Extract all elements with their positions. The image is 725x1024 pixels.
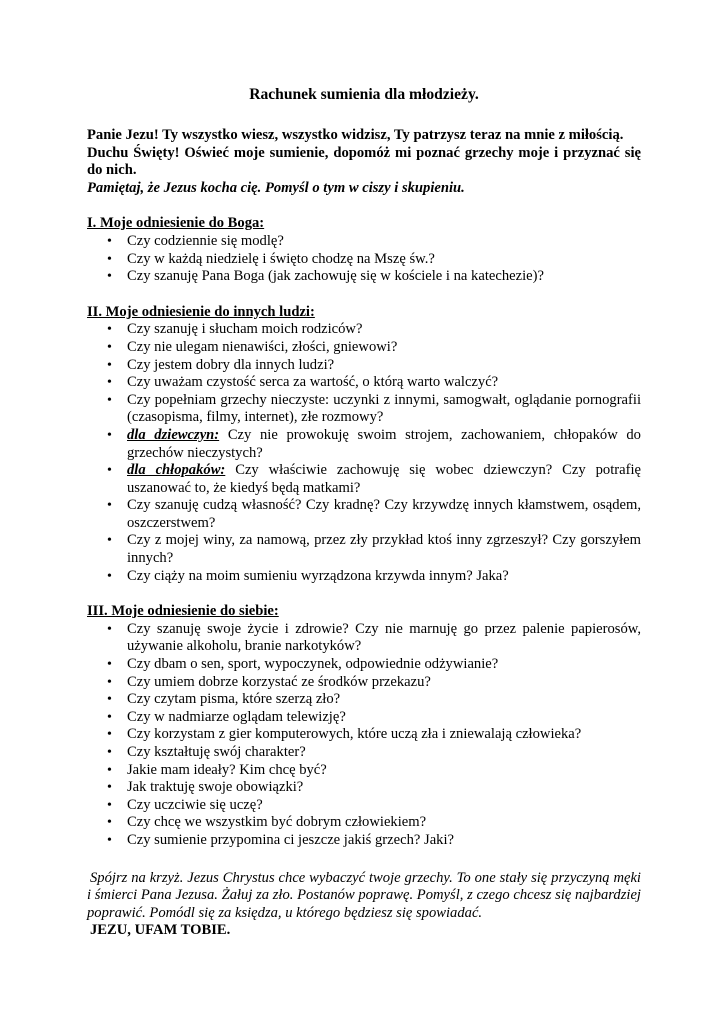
section-heading: I. Moje odniesienie do Boga: (87, 215, 265, 232)
list-item-text: Czy codziennie się modlę? (127, 232, 284, 249)
list-item (107, 831, 641, 850)
bullet-icon: • (107, 322, 112, 338)
list-item-text: Czy uczciwie się uczę? (127, 796, 263, 813)
list-item (107, 532, 641, 567)
list-item-text: Czy w każdą niedzielę i święto chodzę na Mszę św.? (127, 250, 435, 267)
list-item-text: Czy w nadmiarze oglądam telewizję? (127, 708, 346, 725)
list-item (107, 796, 641, 815)
list-item (107, 567, 641, 586)
list-item-text: Czy szanuję Pana Boga (jak zachowuję się w kościele i na katechezie)? (127, 268, 544, 285)
bullet-icon: • (107, 797, 112, 813)
list-item (107, 497, 641, 532)
list-item-text: Czy z mojej winy, za namową, przez zły przykład ktoś inny zgrzeszył? Czy gorszyłem innych? (127, 532, 641, 567)
bullet-icon: • (107, 745, 112, 760)
boys-label: dla chłopaków: (127, 462, 226, 479)
list-item (107, 250, 641, 269)
list-item-text: Czy nie ulegam nienawiści, złości, gniewowi? (127, 338, 398, 355)
list-item-text: Czy sumienie przypomina ci jeszcze jakiś grzech? Jaki? (127, 831, 455, 848)
section-others (87, 304, 641, 586)
list-item (107, 708, 641, 727)
list-item-text: Czy korzystam z gier komputerowych, które uczą zła i zniewalają człowieka? (127, 726, 582, 743)
list-item (107, 268, 641, 286)
list-item-text: Czy czytam pisma, które szerzą zło? (127, 691, 341, 708)
list-item (107, 374, 641, 392)
list-item-text: Czy szanuję cudzą własność? Czy kradnę? Czy krzywdzę innych kłamstwem, osądem, oszczerstwem? (127, 497, 641, 531)
bullet-icon: • (107, 233, 112, 249)
list-item-text: Czy popełniam grzechy nieczyste: uczynki z innymi, samogwałt, oglądanie pornografii (czasopisma, filmy, internet), złe rozmowy? (127, 391, 641, 426)
intro-line-2: Duchu Święty! Oświeć moje sumienie, dopomóż mi poznać grzechy moje i przyznać się do nich. (87, 144, 641, 179)
bullet-icon: • (107, 533, 112, 549)
bullet-icon: • (107, 709, 112, 725)
bullet-icon: • (107, 463, 112, 479)
list-item-text: Czy szanuję i słucham moich rodziców? (127, 321, 363, 338)
question-list (87, 321, 641, 585)
list-item-text: Jakie mam ideały? Kim chcę być? (127, 761, 327, 778)
intro-italic: Pamiętaj, że Jezus kocha cię. Pomyśl o tym w ciszy i skupieniu. (87, 179, 465, 196)
bullet-icon: • (107, 251, 112, 267)
list-item (107, 356, 641, 375)
list-item (107, 744, 641, 762)
bullet-icon: • (107, 692, 112, 708)
list-item-text: Czy szanuję swoje życie i zdrowie? Czy nie marnuję go przez palenie papierosów, używanie alkoholu, branie narkotyków? (127, 620, 641, 655)
list-item (107, 726, 641, 744)
question-list (87, 233, 641, 286)
bullet-icon: • (107, 375, 112, 391)
bullet-icon: • (107, 762, 112, 778)
list-item (107, 673, 641, 692)
bullet-icon: • (107, 427, 112, 443)
girls-label: dla dziewczyn: (127, 426, 220, 443)
bullet-icon: • (107, 392, 112, 408)
section-self (87, 603, 641, 849)
list-item (107, 620, 641, 656)
bullet-icon: • (107, 657, 112, 673)
closing-block (87, 870, 641, 940)
list-item (107, 656, 641, 674)
document-title: Rachunek sumienia dla młodzieży. (249, 86, 479, 103)
bullet-icon: • (107, 674, 112, 690)
question-list (87, 621, 641, 850)
bullet-icon: • (107, 815, 112, 831)
list-item-text: Jak traktuję swoje obowiązki? (127, 779, 304, 796)
bullet-icon: • (107, 357, 112, 373)
bullet-icon: • (107, 727, 112, 743)
bullet-icon: • (107, 780, 112, 796)
bullet-icon: • (107, 568, 112, 584)
list-item (107, 321, 641, 339)
list-item (107, 761, 641, 780)
list-item-text: Czy właściwie zachowuję się wobec dziewczyn? Czy potrafię uszanować to, że kiedyś będą matkami? (127, 462, 641, 496)
list-item (107, 232, 641, 251)
list-item-text: Czy nie prowokuję swoim strojem, zachowaniem, chłopaków do grzechów nieczystych? (127, 426, 641, 461)
list-item (107, 814, 641, 832)
bullet-icon: • (107, 621, 112, 637)
list-item-text: Czy kształtuję swój charakter? (127, 744, 306, 760)
list-item-text: Czy ciąży na moim sumieniu wyrządzona krzywda innym? Jaka? (127, 567, 509, 584)
closing-text: Spójrz na krzyż. Jezus Chrystus chce wybaczyć twoje grzechy. To one stały się przyczyną męki i śmierci Pana Jezusa. Żałuj za zło. Postanów poprawę. Pomyśl, z czego chcesz się najbardziej poprawić. Pomódl się za księdza, u którego będziesz się spowiadać. (87, 869, 641, 921)
bullet-icon: • (107, 269, 112, 285)
section-heading: II. Moje odniesienie do innych ludzi: (87, 303, 315, 320)
bullet-icon: • (107, 339, 112, 355)
list-item-text: Czy dbam o sen, sport, wypoczynek, odpowiednie odżywianie? (127, 656, 499, 673)
list-item-text: Czy jestem dobry dla innych ludzi? (127, 356, 335, 373)
bullet-icon: • (107, 832, 112, 848)
list-item-text: Czy uważam czystość serca za wartość, o którą warto walczyć? (127, 374, 499, 391)
list-item (107, 426, 641, 462)
list-item-text: Czy umiem dobrze korzystać ze środków przekazu? (127, 673, 431, 690)
section-god (87, 215, 641, 285)
intro-line-1: Panie Jezu! Ty wszystko wiesz, wszystko widzisz, Ty patrzysz teraz na mnie z miłością. (87, 127, 624, 143)
list-item (107, 779, 641, 797)
closing-final: JEZU, UFAM TOBIE. (90, 922, 231, 939)
list-item (107, 462, 641, 497)
section-heading: III. Moje odniesienie do siebie: (87, 603, 279, 620)
bullet-icon: • (107, 498, 112, 514)
list-item (107, 338, 641, 357)
list-item (107, 691, 641, 709)
list-item (107, 391, 641, 427)
list-item-text: Czy chcę we wszystkim być dobrym człowiekiem? (127, 814, 427, 831)
